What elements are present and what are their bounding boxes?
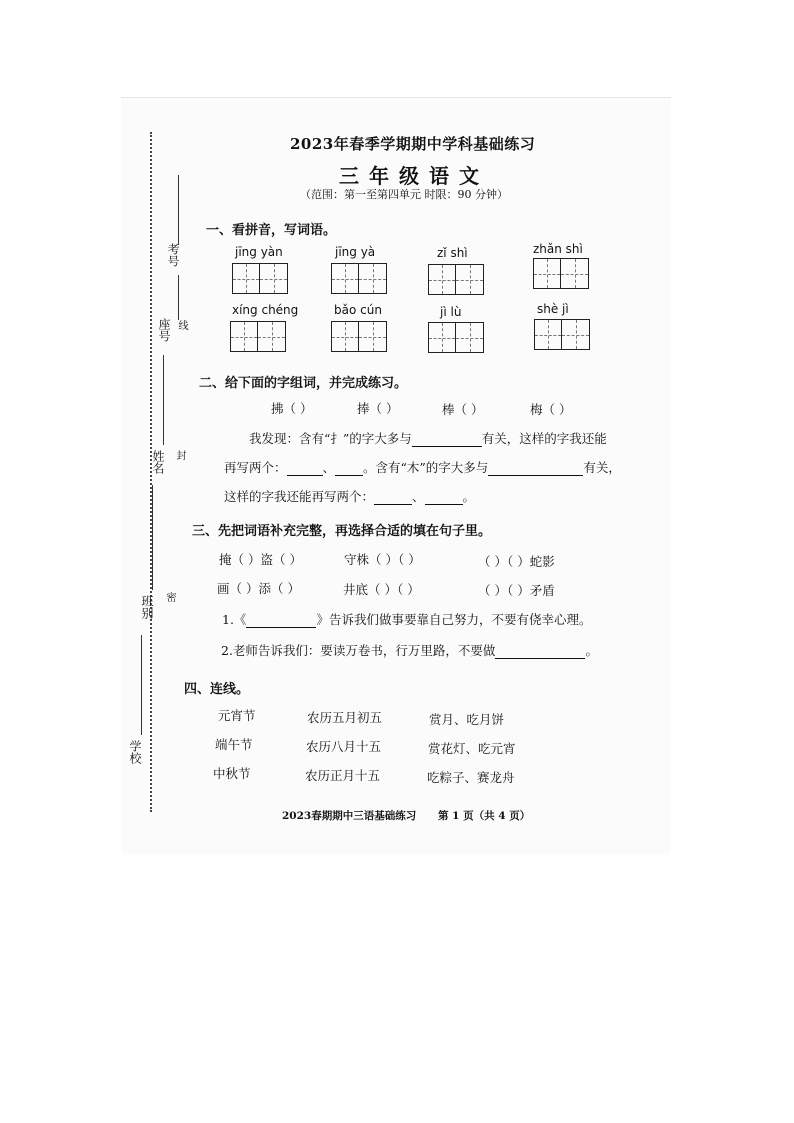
custom-2[interactable]: 赏花灯、吃元宵 — [428, 741, 516, 756]
tianzige-grid-3[interactable] — [428, 264, 484, 295]
idiom-6[interactable]: （ ）（ ）矛盾 — [478, 583, 555, 598]
char-fu[interactable]: 拂（ ） — [271, 401, 313, 416]
zuohao-label: 座号 — [157, 318, 171, 342]
discover-text-b: 有关，这样的字我还能 — [481, 431, 607, 446]
char-peng[interactable]: 捧（ ） — [357, 401, 399, 416]
pinyin-4: zhǎn shì — [533, 242, 583, 256]
xuexiao-line — [141, 635, 142, 735]
exam-paper — [121, 97, 671, 855]
question-1 — [222, 610, 591, 628]
pinyin-5: xíng chéng — [232, 303, 299, 317]
section-4-heading: 四、连线。 — [184, 682, 250, 697]
festival-3[interactable]: 中秋节 — [213, 766, 251, 781]
line3-end: 。 — [462, 489, 476, 504]
blank-q1[interactable] — [246, 614, 316, 628]
tianzige-grid-2[interactable] — [331, 263, 387, 294]
custom-3[interactable]: 吃粽子、赛龙舟 — [427, 770, 515, 785]
idiom-5[interactable]: 井底（ ）（ ） — [343, 582, 420, 597]
question-2 — [221, 641, 598, 659]
xingming-line — [163, 355, 164, 445]
exam-title: 2023年春季学期期中学科基础练习 — [290, 135, 536, 153]
tianzige-grid-1[interactable] — [232, 263, 288, 294]
tianzige-grid-5[interactable] — [230, 321, 286, 352]
line2-text-c: 有关， — [583, 460, 621, 475]
tianzige-grid-6[interactable] — [331, 321, 387, 352]
exam-range: （范围：第一至第四单元 时限：90 分钟） — [300, 188, 508, 201]
xuexiao-label: 学校 — [128, 740, 142, 764]
mi-label: 密 — [164, 592, 175, 602]
xingming-label: 姓名 — [151, 450, 165, 474]
line3-sep: 、 — [412, 489, 425, 504]
blank-mu[interactable] — [488, 462, 583, 476]
banbie-line — [152, 485, 153, 590]
section-3-heading: 三、先把词语补充完整，再选择合适的填在句子里。 — [192, 524, 492, 539]
char-mei[interactable]: 梅（ ） — [530, 402, 572, 417]
date-3[interactable]: 农历正月十五 — [305, 768, 381, 783]
banbie-label: 班别 — [140, 595, 154, 619]
custom-1[interactable]: 赏月、吃月饼 — [429, 712, 505, 727]
idiom-2[interactable]: 守株（ ）（ ） — [344, 552, 421, 567]
line2-sep: 、 — [322, 460, 336, 475]
pinyin-3: zǐ shì — [437, 246, 468, 260]
char-bang[interactable]: 棒（ ） — [442, 402, 484, 417]
kaohao-label: 考号 — [166, 243, 180, 267]
feng-label: 封 — [174, 450, 185, 460]
section-2-heading: 二、给下面的字组词，并完成练习。 — [199, 376, 408, 391]
tianzige-grid-4[interactable] — [533, 258, 589, 289]
pinyin-8: shè jì — [537, 302, 569, 316]
pinyin-1: jīng yàn — [235, 245, 283, 259]
tianzige-grid-7[interactable] — [428, 322, 484, 353]
discover-text-a: 我发现：含有“扌”的字大多与 — [249, 431, 412, 446]
blank-mu-char-2[interactable] — [425, 491, 463, 505]
idiom-4[interactable]: 画（ ）添（ ） — [217, 581, 300, 596]
festival-1[interactable]: 元宵节 — [218, 708, 256, 723]
discover-line-1 — [249, 429, 607, 447]
blank-mu-char-1[interactable] — [374, 491, 412, 505]
q2-text-a: 2.老师告诉我们：要读万卷书，行万里路，不要做 — [221, 643, 496, 658]
exam-subject: 三年级语文 — [339, 164, 489, 188]
q2-end: 。 — [585, 643, 598, 658]
pinyin-6: bǎo cún — [334, 303, 382, 317]
discover-line-2 — [224, 458, 621, 476]
line2-text-a: 再写两个： — [224, 460, 287, 475]
line2-text-b: 。含有“木”的字大多与 — [363, 460, 489, 475]
line3-text-a: 这样的字我还能再写两个： — [224, 489, 375, 504]
blank-shou[interactable] — [412, 433, 482, 447]
footer-left: 2023春期期中三语基础练习 — [282, 810, 417, 822]
discover-line-3 — [224, 487, 475, 505]
q1-text-a: 1.《 — [222, 612, 247, 627]
date-2[interactable]: 农历八月十五 — [306, 739, 382, 754]
idiom-3[interactable]: （ ）（ ）蛇影 — [478, 554, 555, 569]
pinyin-7: jì lù — [440, 305, 462, 319]
pinyin-2: jīng yà — [335, 245, 376, 259]
blank-q2[interactable] — [495, 645, 585, 659]
blank-shou-char-2[interactable] — [335, 462, 363, 476]
festival-2[interactable]: 端午节 — [215, 737, 253, 752]
zuohao-line — [178, 275, 179, 320]
footer-page: 第 1 页（共 4 页） — [438, 810, 531, 822]
idiom-1[interactable]: 掩（ ）盗（ ） — [219, 552, 302, 567]
tianzige-grid-8[interactable] — [534, 319, 590, 350]
date-1[interactable]: 农历五月初五 — [307, 710, 383, 725]
blank-shou-char-1[interactable] — [287, 462, 323, 476]
kaohao-line — [178, 175, 179, 245]
q1-text-b: 》告诉我们做事要靠自己努力，不要有侥幸心理。 — [316, 612, 592, 627]
section-1-heading: 一、看拼音，写词语。 — [206, 223, 337, 238]
xian-label: 线 — [176, 320, 187, 330]
